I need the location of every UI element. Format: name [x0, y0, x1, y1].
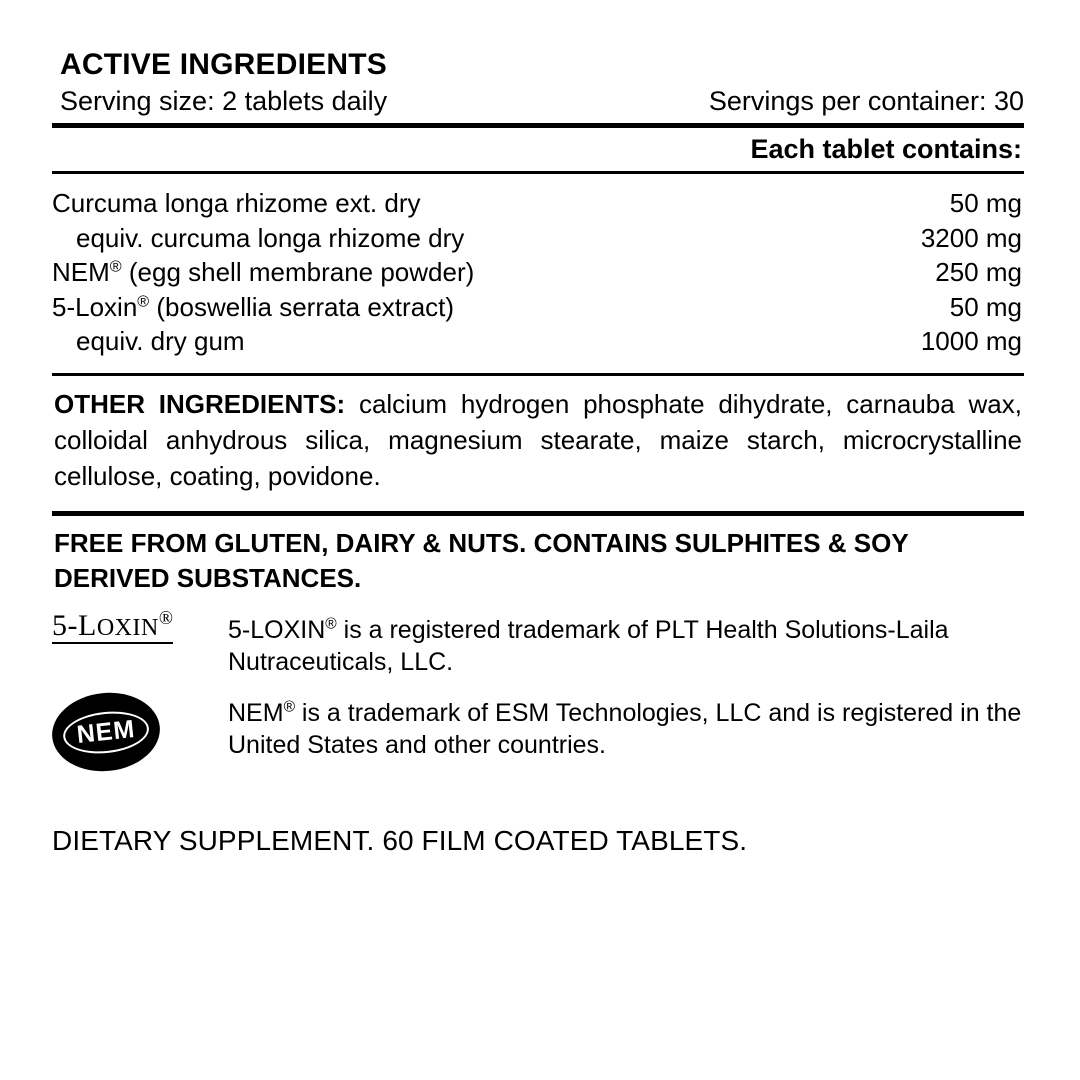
ingredient-amount: 50 mg [949, 188, 1022, 218]
loxin-logo-caps: OXIN [96, 614, 159, 641]
serving-size-text: Serving size: 2 tablets daily [60, 86, 388, 116]
ingredient-list [52, 174, 1024, 359]
list-item [52, 324, 1024, 359]
ingredient-name: NEM® (egg shell membrane powder) [52, 257, 475, 287]
footer-text: DIETARY SUPPLEMENT. 60 FILM COATED TABLETS. [52, 824, 748, 856]
nem-logo-icon [52, 689, 212, 771]
5-loxin-logo-icon [52, 607, 212, 645]
serving-info-row [60, 86, 1024, 117]
nem-logo-text: NEM [61, 707, 151, 757]
ingredient-name: Curcuma longa rhizome ext. dry [52, 188, 421, 218]
ingredient-amount: 3200 mg [920, 222, 1022, 253]
loxin-logo-main: 5-L [52, 608, 97, 642]
ingredient-name: equiv. dry gum [76, 326, 245, 356]
trademark-text-5loxin: 5-LOXIN® is a registered trademark of PLT Health Solutions-Laila Nutraceuticals, LLC. [228, 615, 949, 677]
ingredient-amount: 250 mg [935, 257, 1022, 287]
ingredient-name: 5-Loxin® (boswellia serrata extract) [52, 291, 455, 322]
servings-per-container-text: Servings per container: 30 [708, 86, 1024, 116]
trademark-row-nem [52, 681, 1024, 773]
other-ingredients-label: OTHER INGREDIENTS: [54, 388, 346, 419]
other-ingredients-paragraph [52, 376, 1024, 507]
list-item [52, 221, 1024, 256]
ingredient-amount: 50 mg [949, 291, 1022, 322]
nem-logo-tm: ™ [141, 689, 156, 703]
other-ingredients-text: calcium hydrogen phosphate dihydrate, carnauba wax, colloidal anhydrous silica, magnesium stearate, maize starch, microcrystalline cellulose, coating, povidone. [54, 388, 1022, 492]
trademark-text-nem: NEM® is a trademark of ESM Technologies, LLC and is registered in the United States and other countries. [228, 698, 1022, 760]
spacer [52, 359, 1024, 373]
ingredient-name: equiv. curcuma longa rhizome dry [76, 222, 465, 253]
column-header: Each tablet contains: [750, 134, 1022, 164]
page-title: ACTIVE INGREDIENTS [60, 48, 387, 81]
list-item [52, 255, 1024, 290]
supplement-facts-panel [52, 48, 1024, 857]
trademark-row-5loxin [52, 606, 1024, 681]
loxin-logo-sup: ® [158, 607, 174, 629]
list-item [52, 290, 1024, 325]
free-from-statement: FREE FROM GLUTEN, DAIRY & NUTS. CONTAINS SULPHITES & SOY DERIVED SUBSTANCES. [54, 527, 909, 593]
ingredient-amount: 1000 mg [920, 326, 1022, 356]
list-item [52, 186, 1024, 221]
